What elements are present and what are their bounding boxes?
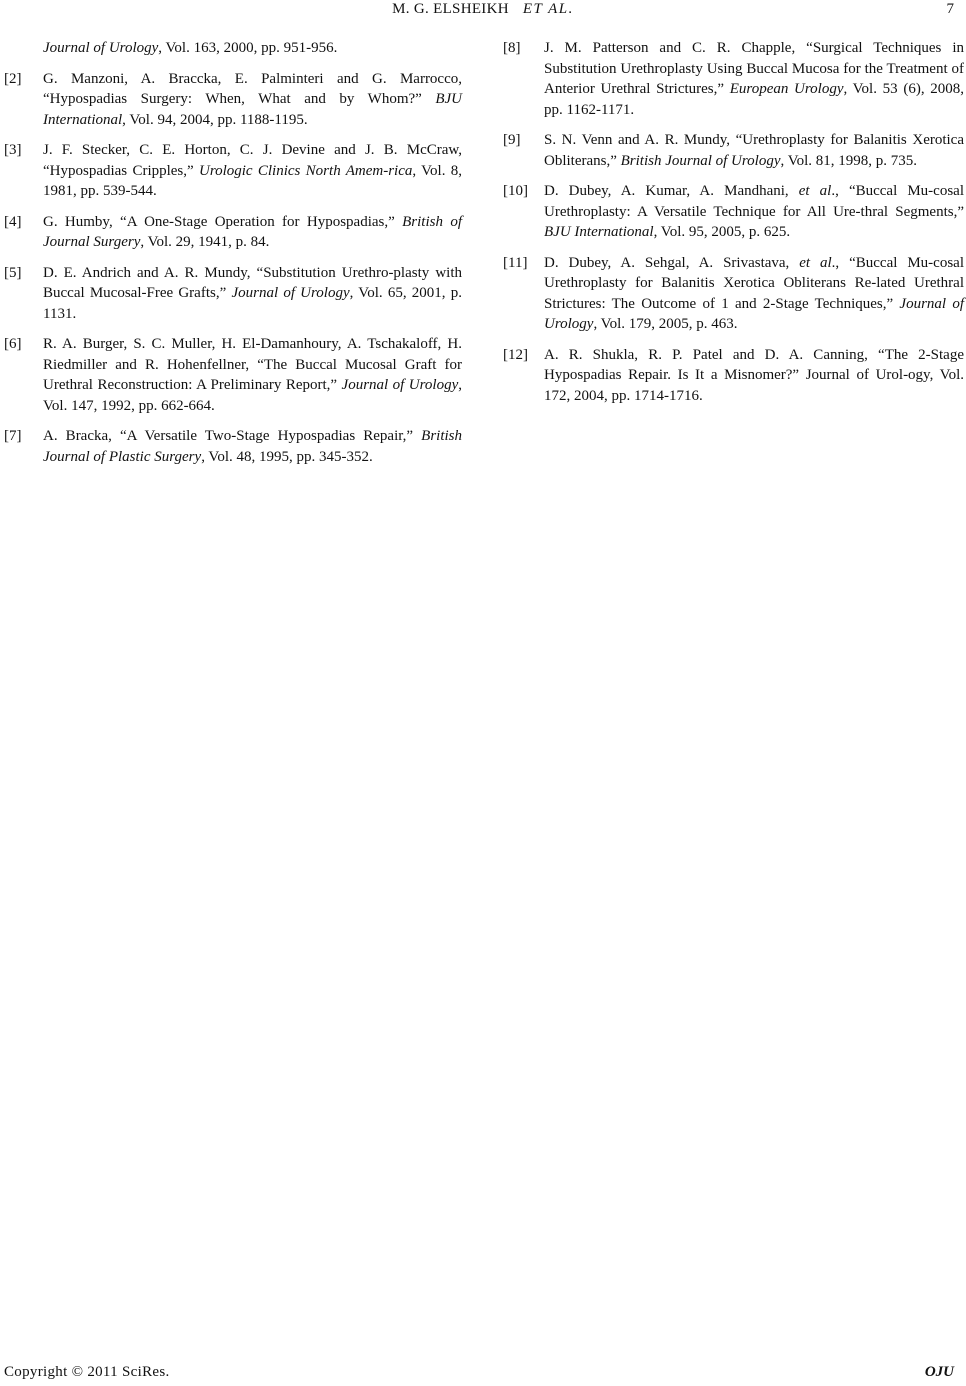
reference-italic-text: et al bbox=[799, 254, 832, 271]
reference-italic-text: BJU International bbox=[43, 91, 462, 128]
reference-text: , Vol. 94, 2004, pp. 1188-1195. bbox=[122, 111, 308, 128]
running-head-author: M. G. ELSHEIKH bbox=[392, 1, 509, 17]
reference-text: , Vol. 53 (6), 2008, pp. 1162-1171. bbox=[544, 81, 965, 118]
reference-text: J. M. Patterson and C. R. Chapple, “Surgical Techniques in Substitution Urethroplasty Using Buccal Mucosa for the Treatment of Anterior Urethral Strictures,” bbox=[544, 40, 964, 97]
reference-italic-text: British Journal of Plastic Surgery bbox=[43, 428, 462, 465]
reference-italic-text: BJU International bbox=[544, 224, 654, 240]
reference-text: , Vol. 179, 2005, p. 463. bbox=[593, 316, 738, 332]
reference-entry bbox=[4, 334, 462, 416]
reference-number: [12] bbox=[503, 346, 528, 363]
reference-number: [6] bbox=[4, 336, 22, 352]
reference-entry bbox=[4, 426, 462, 467]
reference-text: , Vol. 29, 1941, p. 84. bbox=[140, 234, 270, 250]
reference-entry bbox=[4, 38, 462, 59]
reference-text: G. Manzoni, A. Braccka, E. Palminteri and G. Marrocco, “Hypospadias Surgery: When, What and by Whom?” bbox=[43, 70, 462, 107]
reference-entry bbox=[4, 69, 462, 131]
reference-number: [11] bbox=[503, 254, 528, 271]
reference-entry bbox=[503, 345, 964, 407]
reference-number: [7] bbox=[4, 428, 22, 444]
reference-entry bbox=[503, 130, 964, 171]
running-head-title bbox=[0, 1, 966, 18]
reference-number: [9] bbox=[503, 132, 521, 148]
running-head bbox=[0, 0, 966, 24]
reference-text: A. Bracka, “A Versatile Two-Stage Hypospadias Repair,” bbox=[43, 428, 422, 444]
references-left-column bbox=[4, 38, 462, 477]
reference-text: G. Humby, “A One-Stage Operation for Hypospadias,” bbox=[43, 213, 403, 230]
reference-italic-text: et al bbox=[798, 183, 832, 199]
reference-text: ., “Buccal Mu-cosal Urethroplasty: A Versatile Technique for All Ure-thral Segments,” bbox=[544, 183, 964, 220]
reference-text: A. R. Shukla, R. P. Patel and D. A. Canning, “The 2-Stage Hypospadias Repair. Is It a Misnomer?” Journal of Urol-ogy, Vol. 172, 2004, pp. 1714-1716. bbox=[544, 346, 964, 404]
reference-text: D. Dubey, A. Sehgal, A. Srivastava, bbox=[544, 254, 800, 271]
copyright-notice: Copyright © 2011 SciRes. bbox=[4, 1364, 170, 1380]
reference-text: , Vol. 48, 1995, pp. 345-352. bbox=[201, 448, 373, 465]
reference-entry bbox=[4, 140, 462, 202]
reference-text: , Vol. 163, 2000, pp. 951-956. bbox=[158, 40, 338, 56]
journal-abbrev: OJU bbox=[924, 1364, 954, 1380]
page-footer bbox=[0, 1364, 966, 1384]
reference-number: [3] bbox=[4, 142, 22, 158]
reference-number: [8] bbox=[503, 40, 521, 56]
reference-italic-text: Journal of Urology bbox=[544, 295, 964, 332]
reference-text: , Vol. 95, 2005, p. 625. bbox=[653, 224, 791, 240]
reference-text: , Vol. 147, 1992, pp. 662-664. bbox=[43, 377, 462, 414]
reference-text: D. E. Andrich and A. R. Mundy, “Substitution Urethro-plasty with Buccal Mucosal-Free Grafts,” bbox=[43, 264, 462, 301]
reference-entry bbox=[503, 253, 964, 335]
reference-entry bbox=[4, 263, 462, 325]
reference-text: D. Dubey, A. Kumar, A. Mandhani, bbox=[544, 183, 799, 199]
reference-text: R. A. Burger, S. C. Muller, H. El-Damanhoury, A. Tschakaloff, H. Riedmiller and R. Hohenfellner, “The Buccal Mucosal Graft for Urethral Reconstruction: A Preliminary Report,” bbox=[43, 336, 462, 393]
reference-italic-text: British of Journal Surgery bbox=[43, 213, 462, 250]
reference-italic-text: Urologic Clinics North Amem-rica bbox=[198, 162, 413, 179]
reference-italic-text: European Urology bbox=[729, 81, 844, 97]
reference-text: J. F. Stecker, C. E. Horton, C. J. Devine and J. B. McCraw, “Hypospadias Cripples,” bbox=[43, 142, 462, 179]
reference-text: , Vol. 65, 2001, p. 1131. bbox=[43, 285, 462, 322]
running-head-etal: ET AL. bbox=[522, 1, 574, 17]
reference-number: [2] bbox=[4, 70, 22, 87]
reference-italic-text: British Journal of Urology bbox=[620, 152, 781, 169]
reference-text: ., “Buccal Mu-cosal Urethroplasty for Balanitis Xerotica Obliterans Re-lated Urethral Strictures: The Outcome of 1 and 2-Stage Techniques,” bbox=[544, 254, 964, 312]
reference-entry bbox=[503, 38, 964, 120]
reference-italic-text: Journal of Urology bbox=[231, 285, 350, 301]
reference-italic-text: Journal of Urology bbox=[43, 40, 159, 56]
page-number: 7 bbox=[946, 1, 954, 17]
reference-number: [4] bbox=[4, 213, 22, 230]
reference-text: , Vol. 8, 1981, pp. 539-544. bbox=[43, 162, 462, 199]
reference-number: [10] bbox=[503, 183, 528, 199]
reference-number: [5] bbox=[4, 264, 22, 281]
reference-entry bbox=[503, 181, 964, 243]
references-right-column bbox=[503, 38, 964, 416]
reference-text: S. N. Venn and A. R. Mundy, “Urethroplasty for Balanitis Xerotica Obliterans,” bbox=[544, 132, 964, 169]
reference-entry bbox=[4, 212, 462, 253]
reference-text: , Vol. 81, 1998, p. 735. bbox=[780, 152, 918, 169]
reference-italic-text: Journal of Urology bbox=[341, 377, 459, 393]
